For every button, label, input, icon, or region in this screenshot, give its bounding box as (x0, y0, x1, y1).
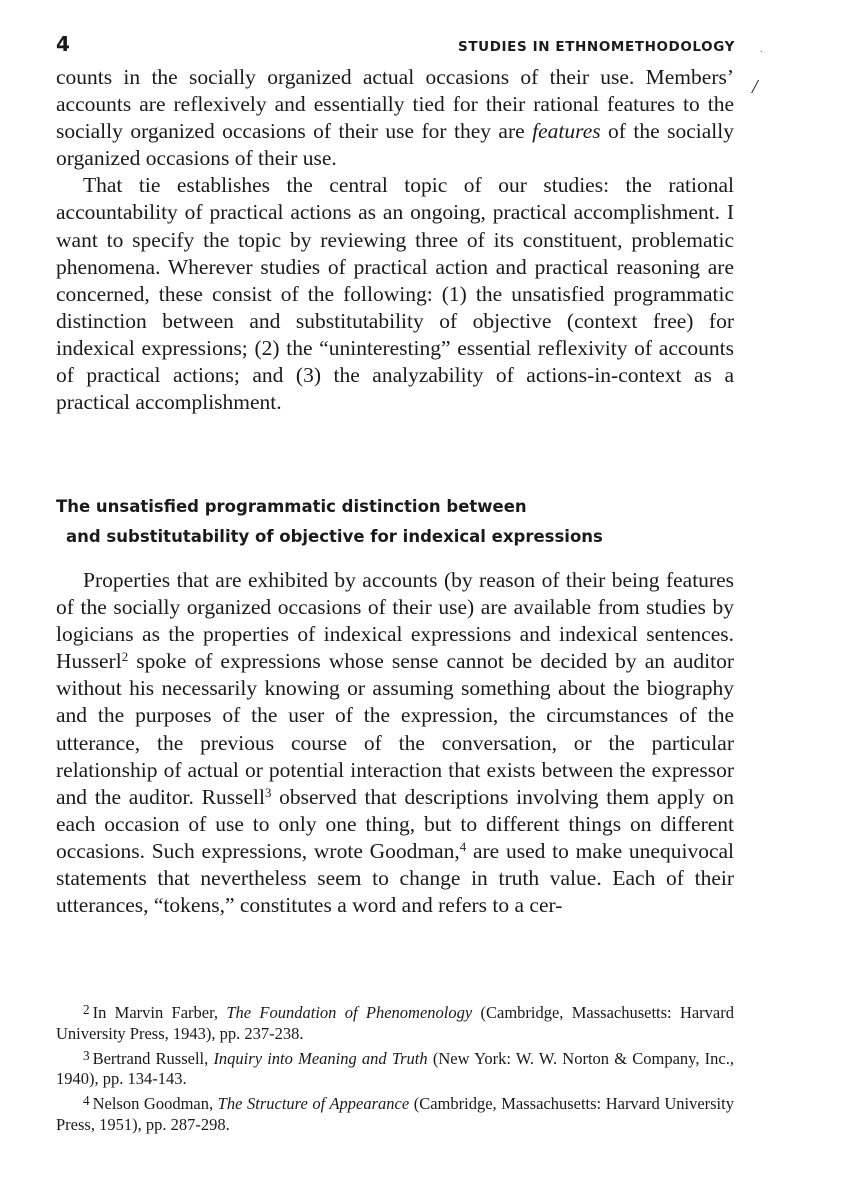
section-body (56, 567, 734, 919)
page-header (56, 32, 735, 56)
footnote-reference: 3 (264, 785, 272, 800)
paragraph: Properties that are exhibited by accounts (by reason of their being features of the socially organized occasions of their use) are available from studies by logicians as the properties of indexical expressions and indexical sentences. Husserl$^2$ spoke of expressions whose sense cannot be decided by an auditor without his necessarily knowing or assuming something about the biography and the purposes of the user of the expression, the circumstances of the utterance, the previous course of the conversation, or the particular relationship of actual or potential interaction that exists between the expressor and the auditor. Russell$^3$ observed that descriptions involving them apply on each occasion of use to only one thing, but to different things on different occasions. Such expressions, wrote Goodman,$^4$ are used to make unequivocal statements that nevertheless seem to change in truth value. Each of their utterances, “tokens,” constitutes a word and refers to a cer- (56, 568, 734, 918)
footnote: $^2$ In Marvin Farber, The Foundation of Phenomenology (Cambridge, Massachusetts: Harvard University Press, 1943), pp. 237-238. (56, 1002, 734, 1043)
footnote: $^4$ Nelson Goodman, The Structure of Appearance (Cambridge, Massachusetts: Harvard University Press, 1951), pp. 287-298. (56, 1093, 734, 1134)
cited-title: The Foundation of Phenomenology (226, 1002, 473, 1022)
footnote-marker: 3 (83, 1047, 90, 1063)
footnote-reference: 4 (459, 839, 467, 854)
paragraph: That tie establishes the central topic of our studies: the rational accountability of practical actions as an ongoing, practical accomplishment. I want to specify the topic by reviewing three of its constituent, problematic phenomena. Wherever studies of practical action and practical reasoning are concerned, these consist of the following: (1) the unsatisfied programmatic distinction between and substitutability of objective (context free) for indexical expressions; (2) the “uninteresting” essential reflexivity of accounts of practical actions; and (3) the analyzability of actions-in-context as a practical accomplishment. (56, 173, 734, 415)
footnote-marker: 4 (83, 1093, 90, 1109)
margin-mark: . (760, 44, 763, 55)
margin-mark: / (752, 76, 758, 98)
body-text (56, 64, 734, 416)
footnote-reference: 2 (121, 650, 129, 665)
page-number: 4 (56, 32, 70, 56)
section-heading (56, 492, 736, 552)
section-heading-line: and substitutability of objective for indexical expressions (66, 527, 603, 546)
footnote: $^3$ Bertrand Russell, Inquiry into Meaning and Truth (New York: W. W. Norton & Company, Inc., 1940), pp. 134-143. (56, 1047, 735, 1089)
footnote-marker: 2 (83, 1002, 90, 1017)
paragraph: counts in the socially organized actual occasions of their use. Members’ accounts are reflexively and essentially tied for their rational features to the socially organized occasions of their use for they are features of the socially organized occasions of their use. (56, 65, 734, 171)
section-heading-line: The unsatisfied programmatic distinction between (56, 497, 527, 516)
cited-title: Inquiry into Meaning and Truth (213, 1048, 428, 1068)
running-title: STUDIES IN ETHNOMETHODOLOGY (458, 39, 735, 55)
footnotes (56, 1000, 734, 1137)
cited-title: The Structure of Appearance (217, 1094, 410, 1114)
